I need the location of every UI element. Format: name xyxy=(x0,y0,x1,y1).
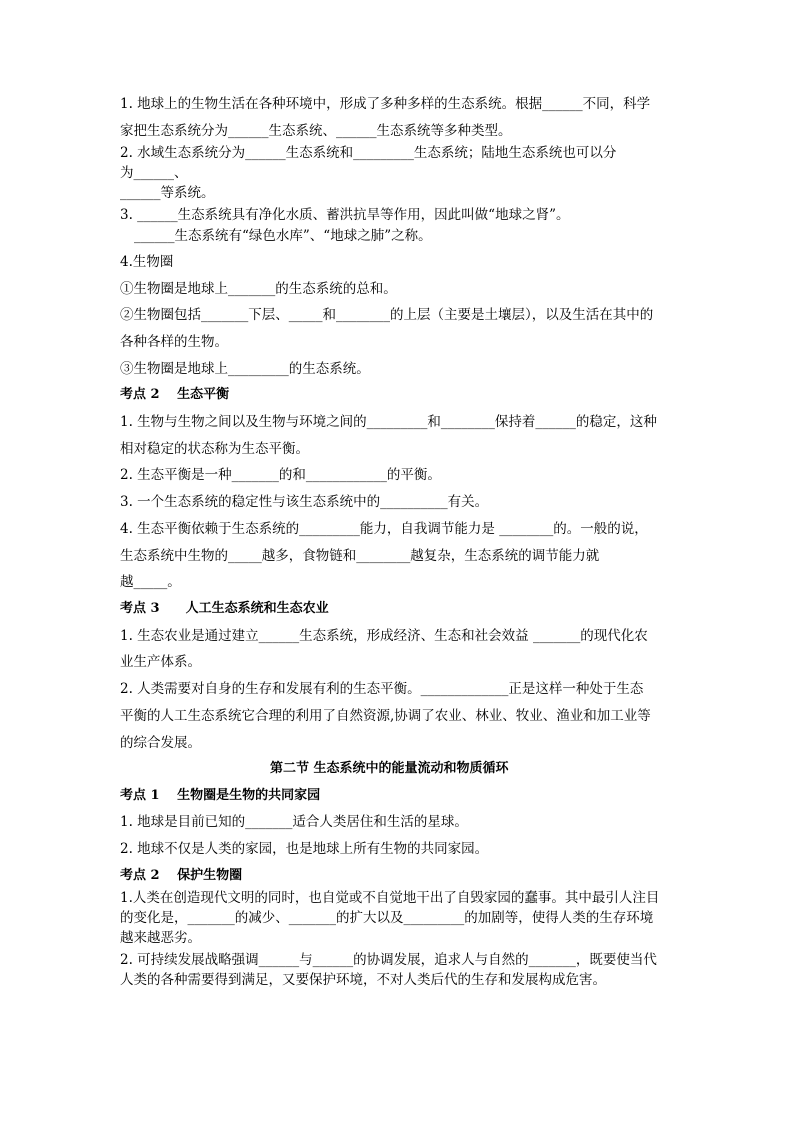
text-line: 生态系统中生物的_____越多，食物链和________越复杂，生态系统的调节能力就 xyxy=(120,548,600,564)
text-line: 业生产体系。 xyxy=(120,654,201,670)
text-line: 2. 可持续发展战略强调______与______的协调发展，追求人与自然的_______，既要使当代 xyxy=(120,952,657,968)
text-line: 2. 人类需要对自身的生存和发展有利的生态平衡。_____________正是这样一种处于生态 xyxy=(120,681,644,697)
text-line: 2. 地球不仅是人类的家园，也是地球上所有生物的共同家园。 xyxy=(120,841,489,857)
text-line: 4.生物圈 xyxy=(120,254,174,270)
text-line: 为______、 xyxy=(120,165,188,181)
section-heading: 第二节 生态系统中的能量流动和物质循环 xyxy=(270,761,509,776)
text-line: 越_____。 xyxy=(120,574,181,590)
text-line: ______生态系统有“绿色水库”、“地球之肺”之称。 xyxy=(134,228,432,244)
text-line: 2. 生态平衡是一种_______的和____________的平衡。 xyxy=(120,467,441,483)
section-heading: 考点 2 生态平衡 xyxy=(120,387,230,402)
text-line: 家把生态系统分为______生态系统、______生态系统等多种类型。 xyxy=(120,123,512,139)
text-line: 1. 生物与生物之间以及生物与环境之间的_________和________保持着______的稳定，这种 xyxy=(120,414,657,430)
text-line: 人类的各种需要得到满足，又要保护环境，不对人类后代的生存和发展构成危害。 xyxy=(120,972,606,988)
text-line: 1.人类在创造现代文明的同时，也自觉或不自觉地干出了自毁家园的蠢事。其中最引人注目 xyxy=(120,890,660,906)
text-line: ③生物圈是地球上_________的生态系统。 xyxy=(120,361,370,377)
text-line: 平衡的人工生态系统它合理的利用了自然资源,协调了农业、林业、牧业、渔业和加工业等 xyxy=(120,708,651,724)
text-line: 各种各样的生物。 xyxy=(120,334,228,350)
text-line: 4. 生态平衡依赖于生态系统的_________能力，自我调节能力是 ________的。一般的说， xyxy=(120,521,648,537)
text-line: 1. 地球上的生物生活在各种环境中，形成了多种多样的生态系统。根据______不同，科学 xyxy=(120,96,651,112)
section-heading: 考点 1 生物圈是生物的共同家园 xyxy=(120,788,321,803)
section-heading: 考点 2 保护生物圈 xyxy=(120,868,243,883)
text-line: 相对稳定的状态称为生态平衡。 xyxy=(120,441,309,457)
text-line: 2. 水域生态系统分为______生态系统和_________生态系统；陆地生态系统也可以分 xyxy=(120,145,617,161)
text-line: ______等系统。 xyxy=(120,185,215,201)
text-line: 3. 一个生态系统的稳定性与该生态系统中的__________有关。 xyxy=(120,494,489,510)
text-line: 3. ______生态系统具有净化水质、蓄洪抗旱等作用，因此叫做“地球之肾”。 xyxy=(120,207,570,223)
text-line: 1. 地球是目前已知的_______适合人类居住和生活的星球。 xyxy=(120,814,468,830)
text-line: ②生物圈包括_______下层、_____和________的上层（主要是土壤层），以及生活在其中的 xyxy=(120,307,654,323)
text-line: 越来越恶劣。 xyxy=(120,930,201,946)
text-line: 的变化是，_______的减少、_______的扩大以及_________的加剧等，使得人类的生存环境 xyxy=(120,910,654,926)
text-line: 的综合发展。 xyxy=(120,735,201,751)
section-heading: 考点 3 人工生态系统和生态农业 xyxy=(120,601,329,616)
text-line: 1. 生态农业是通过建立______生态系统，形成经济、生态和社会效益 _______的现代化农 xyxy=(120,628,648,644)
text-line: ①生物圈是地球上_______的生态系统的总和。 xyxy=(120,281,397,297)
